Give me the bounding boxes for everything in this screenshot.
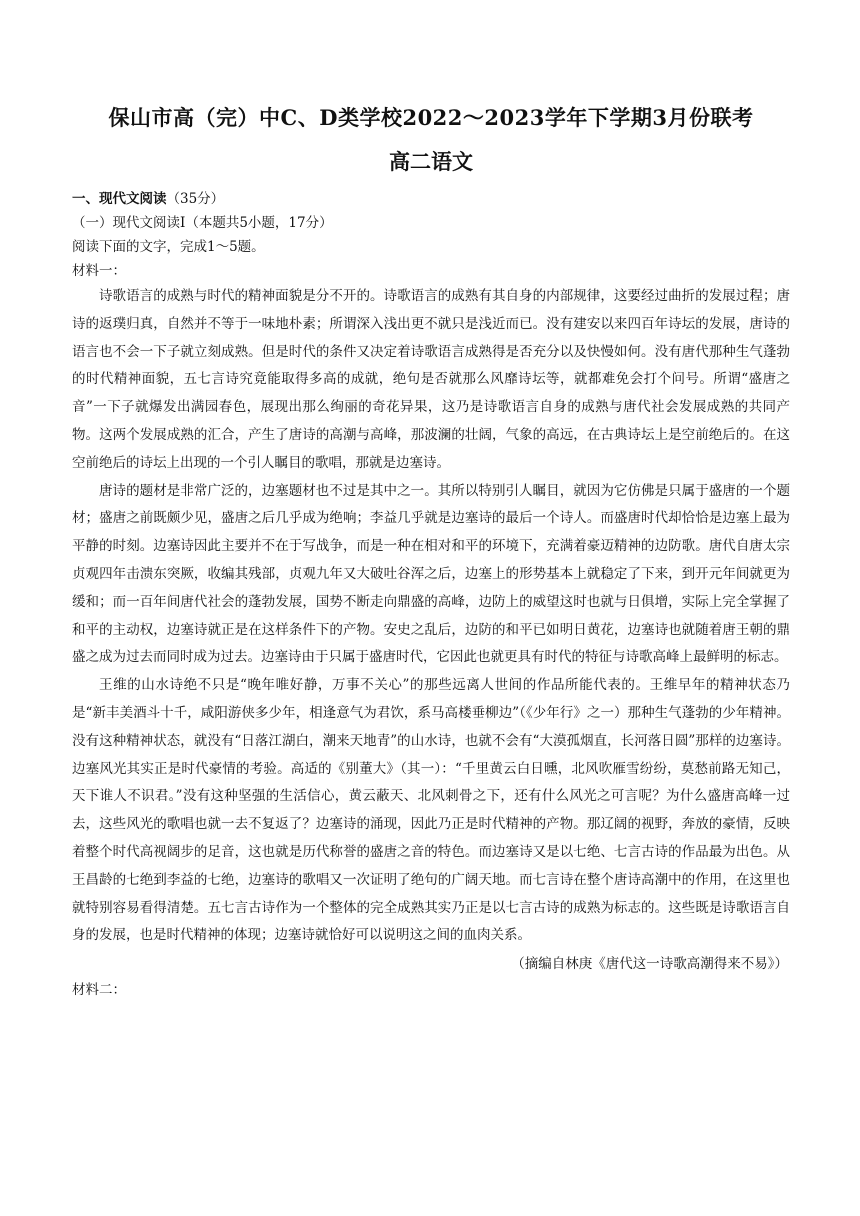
passage-paragraph-3: 王维的山水诗绝不只是“晚年唯好静，万事不关心”的那些远离人世间的作品所能代表的。王维早年的精神状态乃是“新丰美酒斗十千，咸阳游侠多少年，相逢意气为君饮，系马高楼垂柳边”（《少年行》之一）那种生气蓬勃的少年精神。没有这种精神状态，就没有“日落江湖白，潮来天地青”的山水诗，也就不会有“大漠孤烟直，长河落日圆”那样的边塞诗。边塞风光其实正是时代豪情的考验。高适的《别董大》（其一）：“千里黄云白日曛，北风吹雁雪纷纷，莫愁前路无知己，天下谁人不识君。”没有这种坚强的生活信心，黄云蔽天、北风刺骨之下，还有什么风光之可言呢？为什么盛唐高峰一过去，这些风光的歌唱也就一去不复返了？边塞诗的涌现，因此乃正是时代精神的产物。那辽阔的视野，奔放的豪情，反映着整个时代高视阔步的足音，这也就是历代称誉的盛唐之音的特色。而边塞诗又是以七绝、七言古诗的作品最为出色。从王昌龄的七绝到李益的七绝，边塞诗的歌唱又一次证明了绝句的广阔天地。而七言诗在整个唐诗高潮中的作用，在这里也就特别容易看得清楚。五七言古诗作为一个整体的完全成熟其实乃正是以七言古诗的成熟为标志的。这些既是诗歌语言自身的发展，也是时代精神的体现；边塞诗就恰好可以说明这之间的血肉关系。 — [72, 677, 790, 944]
sub-section-heading: （一）现代文阅读I（本题共5小题，17分） — [72, 215, 333, 231]
section-heading — [72, 187, 790, 211]
passage-paragraph-1: 诗歌语言的成熟与时代的精神面貌是分不开的。诗歌语言的成熟有其自身的内部规律，这要经过曲折的发展过程；唐诗的返璞归真，自然并不等于一味地朴素；所谓深入浅出更不就只是浅近而已。没有建安以来四百年诗坛的发展，唐诗的语言也不会一下子就立刻成熟。但是时代的条件又决定着诗歌语言成熟得是否充分以及快慢如何。没有唐代那种生气蓬勃的时代精神面貌，五七言诗究竟能取得多高的成就，绝句是否就那么风靡诗坛等，就都难免会打个问号。所谓“盛唐之音”一下子就爆发出满园春色，展现出那么绚丽的奇花异果，这乃是诗歌语言自身的成熟与唐代社会发展成熟的共同产物。这两个发展成熟的汇合，产生了唐诗的高潮与高峰，那波澜的壮阔，气象的高远，在古典诗坛上是空前绝后的。在这空前绝后的诗坛上出现的一个引人瞩目的歌唱，那就是边塞诗。 — [72, 288, 790, 471]
material-two-label: 材料二： — [72, 982, 126, 999]
passage-paragraph-2: 唐诗的题材是非常广泛的，边塞题材也不过是其中之一。其所以特别引人瞩目，就因为它仿佛是只属于盛唐的一个题材；盛唐之前既颇少见，盛唐之后几乎成为绝响；李益几乎就是边塞诗的最后一个诗人。而盛唐时代却恰恰是边塞上最为平静的时刻。边塞诗因此主要并不在于写战争，而是一种在相对和平的环境下，充满着豪迈精神的边防歌。唐代自唐太宗贞观四年击溃东突厥，收编其残部，贞观九年又大破吐谷浑之后，边塞上的形势基本上就稳定了下来，到开元年间就更为缓和；而一百年间唐代社会的蓬勃发展，国势不断走向鼎盛的高峰，边防上的威望这时也就与日俱增，实际上完全掌握了和平的主动权，边塞诗就正是在这样条件下的产物。安史之乱后，边防的和平已如明日黄花，边塞诗也就随着唐王朝的鼎盛之成为过去而同时成为过去。边塞诗由于只属于盛唐时代，它因此也就更具有时代的特征与诗歌高峰上最鲜明的标志。 — [72, 482, 790, 666]
exam-title: 保山市高（完）中C、D类学校2022～2023学年下学期3月份联考 — [108, 105, 754, 130]
section-score: （35分） — [166, 191, 225, 207]
material-one-label: 材料一： — [72, 263, 126, 279]
source-citation: （摘编自林庚《唐代这一诗歌高潮得来不易》） — [511, 956, 788, 973]
instruction-text: 阅读下面的文字，完成1～5题。 — [72, 239, 265, 255]
exam-subject: 高二语文 — [389, 149, 473, 174]
section-title: 一、现代文阅读 — [72, 191, 167, 207]
